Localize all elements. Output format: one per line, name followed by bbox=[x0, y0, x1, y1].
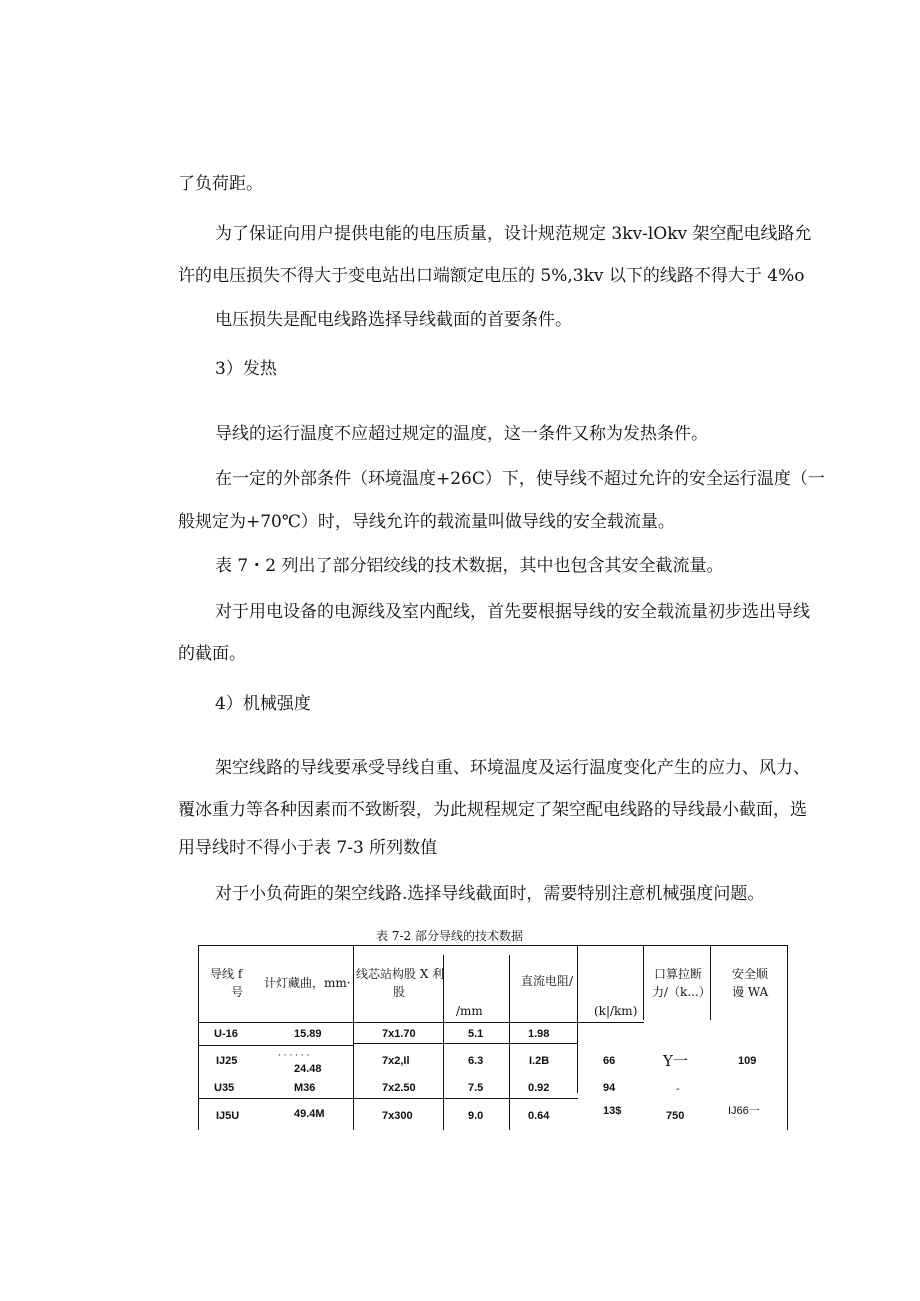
header-area: 计灯藏曲，mm· bbox=[264, 976, 351, 990]
row-divider-3 bbox=[353, 1043, 578, 1044]
paragraph-line-8: 表 7・2 列出了部分铝绞线的技术数据，其中也包含其安全截流量。 bbox=[215, 556, 724, 576]
table-top-border bbox=[198, 945, 788, 946]
cell-r3-strand: 7x2.50 bbox=[382, 1082, 416, 1094]
cell-r4-area: 49.4M bbox=[294, 1108, 325, 1120]
column-divider-1 bbox=[353, 945, 354, 1130]
row-divider-2 bbox=[198, 1045, 354, 1046]
paragraph-line-1: 了负荷距。 bbox=[178, 174, 263, 194]
paragraph-line-11: 架空线路的导线要承受导线自重、环境温度及运行温度变化产生的应力、风力、 bbox=[215, 758, 810, 778]
cell-r1-model: U-16 bbox=[214, 1028, 238, 1040]
header-tensile-line1: 口算拉断 bbox=[654, 967, 703, 981]
paragraph-line-6: 在一定的外部条件（环境温度+26C）下，使导线不超过允许的安全运行温度（一 bbox=[215, 469, 825, 489]
cell-current-109: 109 bbox=[738, 1055, 757, 1067]
section-heading-mechanical: 4）机械强度 bbox=[215, 694, 311, 714]
header-model-line2: 号 bbox=[231, 985, 244, 999]
cell-r2-model: IJ25 bbox=[216, 1055, 238, 1067]
cell-r4-resistance: 0.64 bbox=[528, 1110, 550, 1122]
cell-tensile-mark: Y一 bbox=[663, 1052, 688, 1070]
cell-r2-resistance: I.2B bbox=[529, 1055, 550, 1067]
paragraph-line-9: 对于用电设备的电源线及室内配线，首先要根据导线的安全载流量初步选出导线 bbox=[215, 602, 810, 622]
paragraph-line-10: 的截面。 bbox=[178, 644, 246, 664]
wire-data-table bbox=[198, 945, 788, 1130]
cell-tensile-750: 750 bbox=[666, 1110, 685, 1122]
column-divider-4 bbox=[577, 945, 578, 1093]
table-caption: 表 7-2 部分导线的技术数据 bbox=[376, 929, 523, 943]
cell-r3-diameter: 7.5 bbox=[468, 1082, 484, 1094]
table-right-border bbox=[787, 945, 788, 1130]
cell-r1-resistance: 1.98 bbox=[528, 1028, 550, 1040]
cell-r1-strand: 7x1.70 bbox=[382, 1028, 416, 1040]
cell-r3-reactance: 94 bbox=[603, 1082, 616, 1094]
cell-r1-area: 15.89 bbox=[294, 1028, 322, 1040]
header-current-line2: 谩 WA bbox=[732, 985, 769, 999]
paragraph-line-7: 般规定为+70℃）时，导线允许的载流量叫做导线的安全载流量。 bbox=[178, 512, 675, 532]
paragraph-line-4: 电压损失是配电线路选择导线截面的首要条件。 bbox=[215, 310, 572, 330]
paragraph-line-2: 为了保证向用户提供电能的电压质量，设计规范规定 3kv-lOkv 架空配电线路允 bbox=[215, 224, 812, 244]
cell-r3-model: U35 bbox=[214, 1082, 235, 1094]
header-current-line1: 安全顺 bbox=[732, 967, 769, 981]
header-tensile-line2: 力/（k...） bbox=[652, 985, 711, 999]
row-divider-1 bbox=[198, 1022, 644, 1023]
header-strand-line2: 股 bbox=[393, 985, 406, 999]
row-divider-4 bbox=[198, 1098, 578, 1099]
cell-tensile-dash: - bbox=[676, 1082, 680, 1095]
cell-r2-dots: · · · · · · bbox=[278, 1051, 310, 1061]
cell-r4-model: IJ5U bbox=[216, 1110, 240, 1122]
cell-r4-diameter: 9.0 bbox=[468, 1110, 484, 1122]
cell-r2-area: 24.48 bbox=[294, 1063, 322, 1075]
header-model-line1: 导线 f bbox=[210, 967, 243, 981]
header-diameter: /mm bbox=[456, 1004, 483, 1018]
cell-r3-resistance: 0.92 bbox=[528, 1082, 550, 1094]
section-heading-heat: 3）发热 bbox=[215, 359, 277, 379]
header-strand-line1: 线芯站构股 X 利 bbox=[356, 967, 445, 981]
column-divider-5 bbox=[643, 945, 644, 1020]
cell-r2-strand: 7x2,Il bbox=[382, 1055, 410, 1067]
paragraph-line-13: 用导线时不得小于表 7-3 所列数值 bbox=[178, 838, 438, 858]
paragraph-line-12: 覆冰重力等各种因素而不致断裂，为此规程规定了架空配电线路的导线最小截面，选 bbox=[178, 800, 807, 820]
paragraph-line-3: 许的电压损失不得大于变电站出口端额定电压的 5%,3kv 以下的线路不得大于 4%o bbox=[178, 266, 805, 286]
cell-r2-reactance: 66 bbox=[603, 1055, 616, 1067]
cell-r4-reactance: 13$ bbox=[603, 1105, 622, 1117]
header-resistance-unit: (k|/km) bbox=[594, 1004, 638, 1018]
cell-r2-diameter: 6.3 bbox=[468, 1055, 484, 1067]
table-left-border bbox=[198, 945, 199, 1130]
cell-current-ij66: IJ66一 bbox=[728, 1105, 760, 1117]
paragraph-line-5: 导线的运行温度不应超过规定的温度，这一条件又称为发热条件。 bbox=[215, 424, 708, 444]
cell-r4-strand: 7x300 bbox=[382, 1110, 413, 1122]
cell-r1-diameter: 5.1 bbox=[468, 1028, 484, 1040]
cell-r3-area: M36 bbox=[294, 1082, 316, 1094]
header-resistance: 直流电阻/ bbox=[521, 974, 574, 988]
paragraph-line-14: 对于小负荷距的架空线路.选择导线截面时，需要特别注意机械强度问题。 bbox=[215, 884, 765, 904]
